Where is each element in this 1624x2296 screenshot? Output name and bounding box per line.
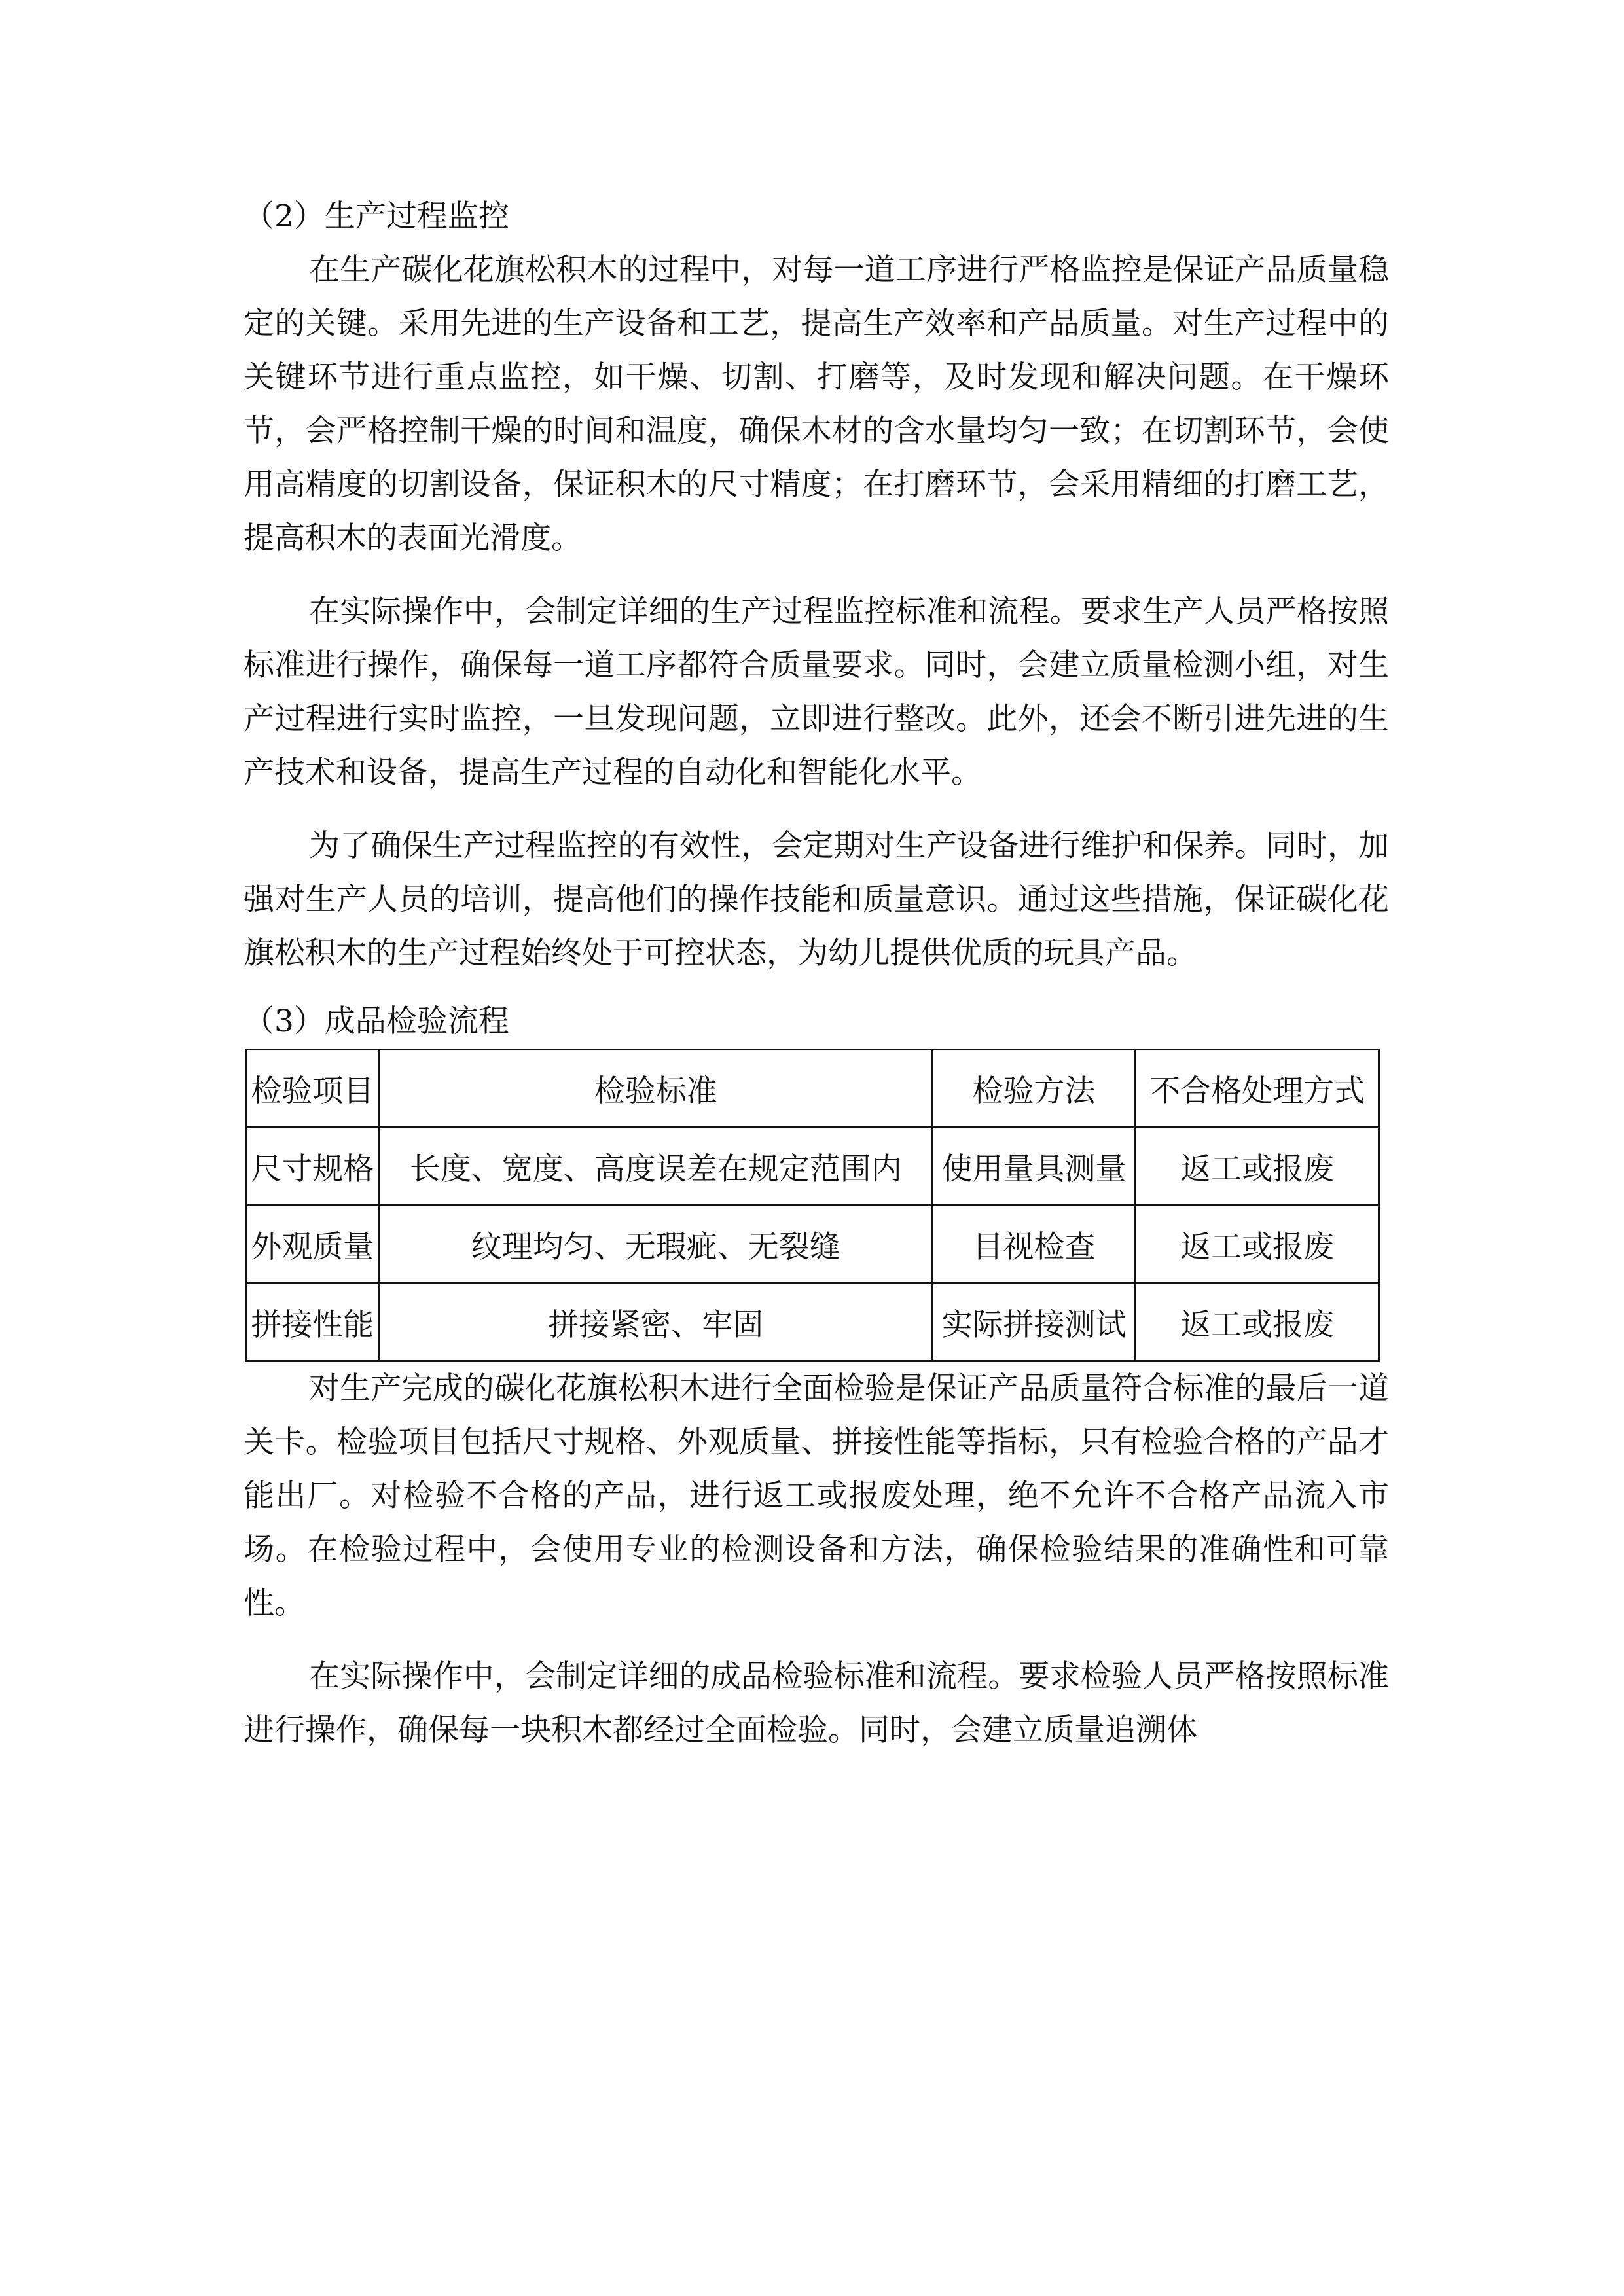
page-content	[244, 190, 1389, 1757]
paragraph-final-inspection-1: 对生产完成的碳化花旗松积木进行全面检验是保证产品质量符合标准的最后一道关卡。检验项目包括尺寸规格、外观质量、拼接性能等指标，只有检验合格的产品才能出厂。对检验不合格的产品，进行返工或报废处理，绝不允许不合格产品流入市场。在检验过程中，会使用专业的检测设备和方法，确保检验结果的准确性和可靠性。	[244, 1371, 1389, 1621]
table-cell: 返工或报废	[1136, 1283, 1379, 1361]
table-cell: 返工或报废	[1136, 1128, 1379, 1206]
table-header-row	[246, 1050, 1379, 1128]
table-cell: 拼接紧密、牢固	[379, 1283, 932, 1361]
table-cell: 长度、宽度、高度误差在规定范围内	[379, 1128, 932, 1206]
table-cell: 外观质量	[246, 1206, 380, 1283]
table-cell: 返工或报废	[1136, 1206, 1379, 1283]
paragraph-final-inspection-2: 在实际操作中，会制定详细的成品检验标准和流程。要求检验人员严格按照标准进行操作，确保每一块积木都经过全面检验。同时，会建立质量追溯体	[244, 1659, 1389, 1748]
paragraph-production-monitoring-2: 在实际操作中，会制定详细的生产过程监控标准和流程。要求生产人员严格按照标准进行操作，确保每一道工序都符合质量要求。同时，会建立质量检测小组，对生产过程进行实时监控，一旦发现问题，立即进行整改。此外，还会不断引进先进的生产技术和设备，提高生产过程的自动化和智能化水平。	[244, 594, 1389, 791]
paragraph-production-monitoring-1: 在生产碳化花旗松积木的过程中，对每一道工序进行严格监控是保证产品质量稳定的关键。采用先进的生产设备和工艺，提高生产效率和产品质量。对生产过程中的关键环节进行重点监控，如干燥、切割、打磨等，及时发现和解决问题。在干燥环节，会严格控制干燥的时间和温度，确保木材的含水量均匀一致；在切割环节，会使用高精度的切割设备，保证积木的尺寸精度；在打磨环节，会采用精细的打磨工艺，提高积木的表面光滑度。	[244, 252, 1389, 556]
table-row	[246, 1283, 1379, 1361]
section-heading-production-monitoring: （2）生产过程监控	[244, 198, 509, 234]
paragraph-production-monitoring-3: 为了确保生产过程监控的有效性，会定期对生产设备进行维护和保养。同时，加强对生产人员的培训，提高他们的操作技能和质量意识。通过这些措施，保证碳化花旗松积木的生产过程始终处于可控状态，为幼儿提供优质的玩具产品。	[244, 828, 1389, 971]
table-cell: 使用量具测量	[932, 1128, 1136, 1206]
table-cell: 目视检查	[932, 1206, 1136, 1283]
table-cell: 实际拼接测试	[932, 1283, 1136, 1361]
table-row	[246, 1128, 1379, 1206]
table-header-cell: 不合格处理方式	[1136, 1050, 1379, 1128]
table-header-cell: 检验方法	[932, 1050, 1136, 1128]
table-cell: 尺寸规格	[246, 1128, 380, 1206]
table-row	[246, 1206, 1379, 1283]
table-cell: 纹理均匀、无瑕疵、无裂缝	[379, 1206, 932, 1283]
table-header-cell: 检验标准	[379, 1050, 932, 1128]
inspection-table	[245, 1049, 1380, 1362]
table-cell: 拼接性能	[246, 1283, 380, 1361]
table-header-cell: 检验项目	[246, 1050, 380, 1128]
section-heading-final-inspection: （3）成品检验流程	[244, 1003, 509, 1039]
